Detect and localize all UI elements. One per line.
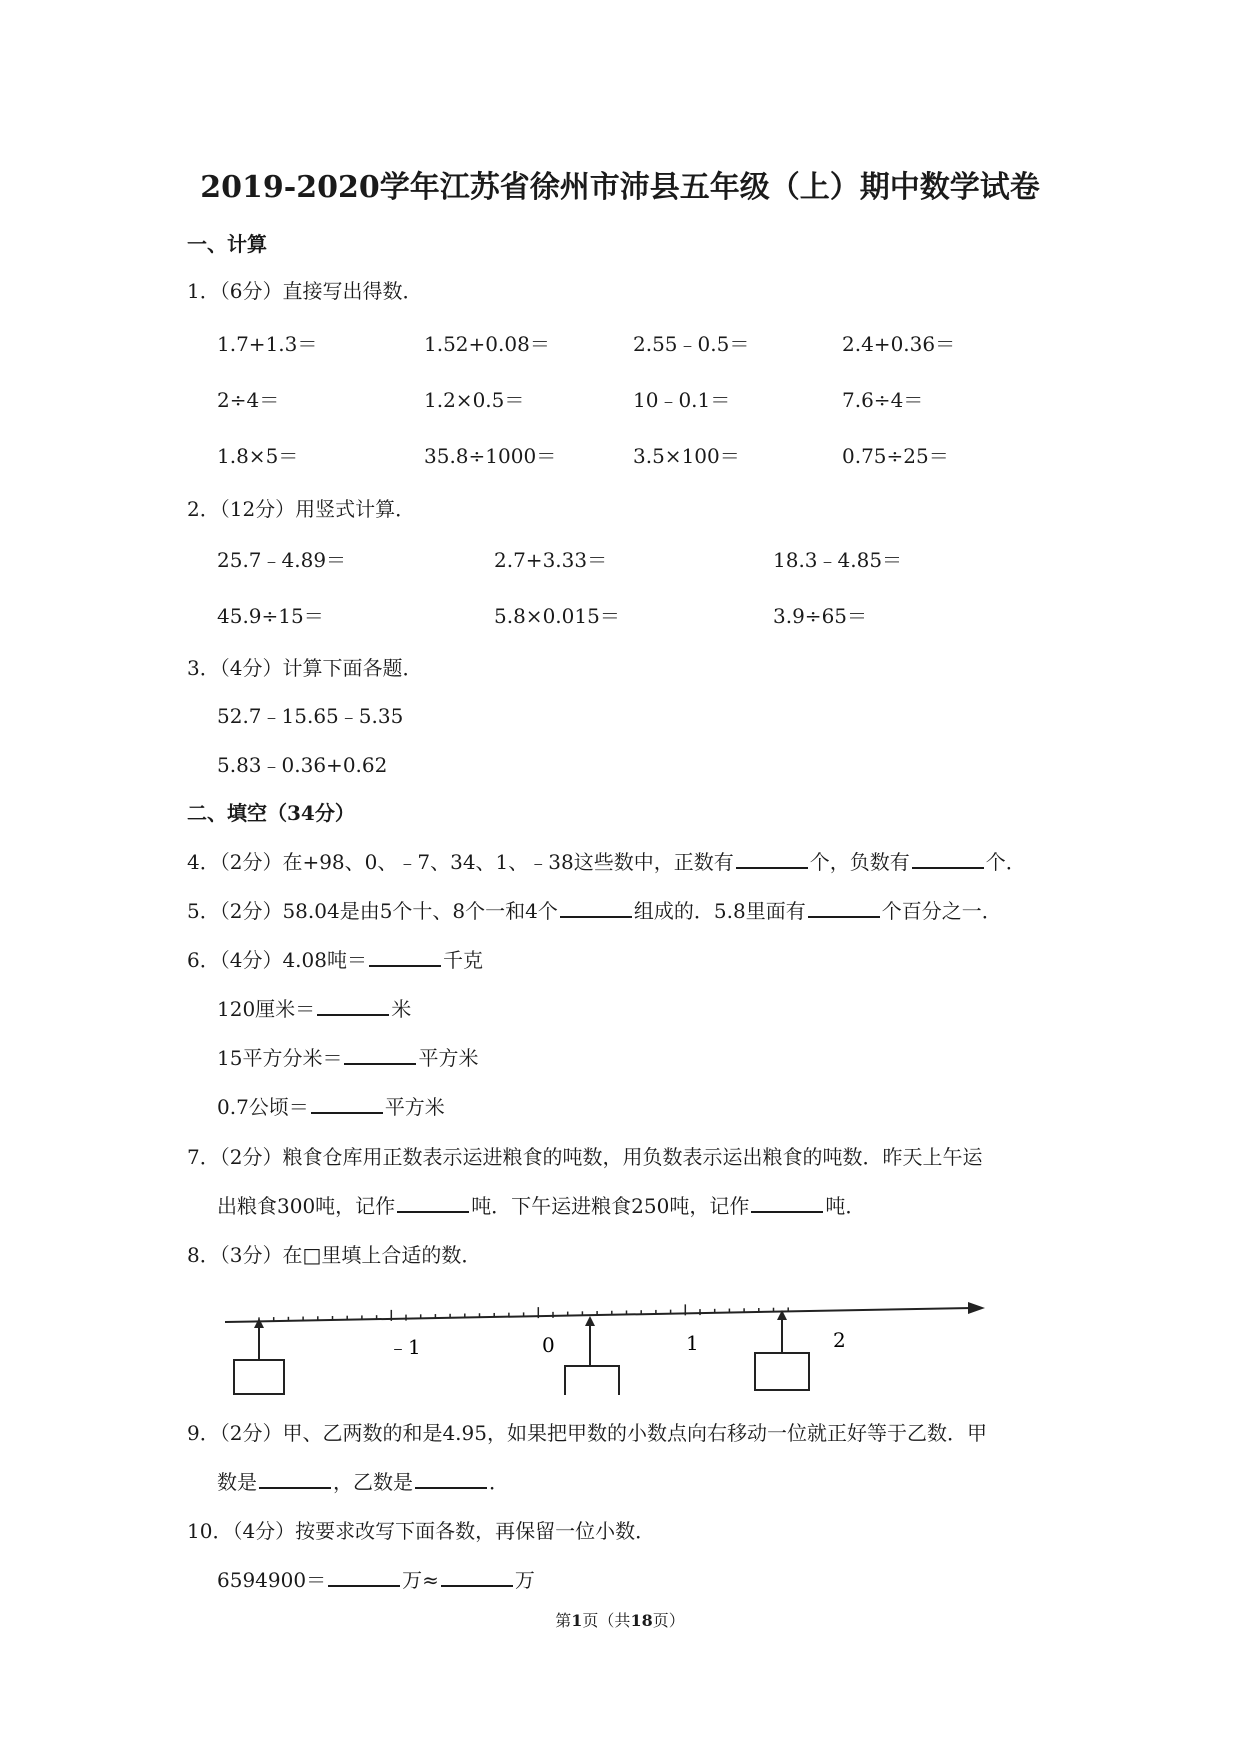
answer-blank[interactable] — [415, 1467, 487, 1489]
question-1-stem: 1．（6分）直接写出得数． — [187, 279, 423, 303]
q4-text: 个，负数有 — [809, 850, 910, 874]
question-7-line-2 — [217, 1190, 865, 1219]
q4-text: 4．（2分）在+98、0、﹣7、34、1、﹣38这些数中，正数有 — [187, 850, 734, 874]
q2-item: 2.7+3.33＝ — [494, 548, 608, 572]
arrow-up-icon — [585, 1316, 595, 1326]
question-5 — [187, 895, 1002, 924]
question-6-line-1 — [187, 944, 483, 973]
q2-item: 3.9÷65＝ — [773, 604, 868, 628]
q7-text: 吨． — [825, 1194, 866, 1218]
number-line-figure — [0, 1280, 1240, 1395]
q5-text: 5．（2分）58.04是由5个十、8个一和4个 — [187, 899, 558, 923]
question-10-line — [217, 1564, 535, 1593]
q3-item: 5.83﹣0.36+0.62 — [217, 753, 388, 777]
q6-text: 15平方分米＝ — [217, 1046, 343, 1070]
answer-blank[interactable] — [397, 1191, 469, 1213]
q6-text: 米 — [391, 997, 412, 1021]
q5-text: 组成的．5.8里面有 — [633, 899, 806, 923]
answer-blank[interactable] — [311, 1092, 383, 1114]
answer-blank[interactable] — [736, 847, 808, 869]
q6-text: 平方米 — [418, 1046, 479, 1070]
question-2-stem: 2．（12分）用竖式计算． — [187, 497, 416, 521]
q1-item: 1.8×5＝ — [217, 444, 299, 468]
q9-text: ，乙数是 — [333, 1470, 413, 1494]
q6-text: 平方米 — [384, 1095, 445, 1119]
answer-blank[interactable] — [317, 994, 389, 1016]
page-footer — [0, 1608, 1240, 1631]
q6-text: 120厘米＝ — [217, 997, 316, 1021]
page-number: 1 — [571, 1611, 583, 1630]
question-9-line-1: 9．（2分）甲、乙两数的和是4.95，如果把甲数的小数点向右移动一位就正好等于乙数．甲 — [187, 1421, 987, 1445]
question-8-stem: 8．（3分）在□里填上合适的数． — [187, 1243, 482, 1267]
q1-item: 2.55﹣0.5＝ — [633, 332, 750, 356]
footer-text: 页（共 — [582, 1611, 631, 1630]
q7-text: 出粮食300吨，记作 — [217, 1194, 396, 1218]
q2-item: 45.9÷15＝ — [217, 604, 324, 628]
q2-item: 5.8×0.015＝ — [494, 604, 620, 628]
answer-blank[interactable] — [259, 1467, 331, 1489]
question-10-stem: 10．（4分）按要求改写下面各数，再保留一位小数． — [187, 1519, 656, 1543]
q6-text: 0.7公顷＝ — [217, 1095, 309, 1119]
answer-blank[interactable] — [328, 1565, 400, 1587]
q1-item: 0.75÷25＝ — [842, 444, 949, 468]
arrow-head-icon — [968, 1302, 985, 1314]
q1-item: 2.4+0.36＝ — [842, 332, 956, 356]
q10-text: 万≈ — [402, 1568, 439, 1592]
q1-item: 1.52+0.08＝ — [424, 332, 550, 356]
question-6-line-2 — [217, 993, 411, 1022]
q1-item: 1.2×0.5＝ — [424, 388, 525, 412]
number-line-axis — [225, 1308, 972, 1322]
page-total: 18 — [630, 1611, 653, 1630]
q1-item: 3.5×100＝ — [633, 444, 740, 468]
q5-text: 个百分之一． — [881, 899, 1002, 923]
q3-item: 52.7﹣15.65﹣5.35 — [217, 704, 404, 728]
answer-blank[interactable] — [344, 1043, 416, 1065]
q7-text: 吨．下午运进粮食250吨，记作 — [471, 1194, 750, 1218]
q10-text: 6594900＝ — [217, 1568, 327, 1592]
q1-item: 10﹣0.1＝ — [633, 388, 731, 412]
question-4 — [187, 846, 1026, 875]
answer-blank[interactable] — [560, 896, 632, 918]
question-7-line-1: 7．（2分）粮食仓库用正数表示运进粮食的吨数，用负数表示运出粮食的吨数．昨天上午运 — [187, 1145, 983, 1169]
answer-blank[interactable] — [369, 945, 441, 967]
answer-box[interactable] — [755, 1353, 809, 1390]
tick-label: 1 — [686, 1331, 699, 1355]
q2-item: 25.7﹣4.89＝ — [217, 548, 347, 572]
q4-text: 个． — [985, 850, 1026, 874]
tick-label: 0 — [542, 1333, 555, 1357]
q1-item: 35.8÷1000＝ — [424, 444, 557, 468]
question-3-stem: 3．（4分）计算下面各题． — [187, 656, 423, 680]
footer-text: 页） — [652, 1611, 685, 1630]
q9-text: 数是 — [217, 1470, 257, 1494]
tick-label: ﹣1 — [388, 1335, 421, 1359]
answer-box[interactable] — [234, 1360, 284, 1394]
q6-text: 千克 — [442, 948, 483, 972]
q6-text: 6．（4分）4.08吨＝ — [187, 948, 367, 972]
q1-item: 7.6÷4＝ — [842, 388, 924, 412]
question-6-line-4 — [217, 1091, 445, 1120]
answer-box[interactable] — [565, 1366, 619, 1395]
footer-text: 第 — [555, 1611, 572, 1630]
q9-text: ． — [489, 1470, 509, 1494]
q1-item: 2÷4＝ — [217, 388, 280, 412]
q10-text: 万 — [514, 1568, 535, 1592]
q1-item: 1.7+1.3＝ — [217, 332, 318, 356]
answer-blank[interactable] — [912, 847, 984, 869]
arrow-up-icon — [254, 1318, 264, 1328]
answer-blank[interactable] — [808, 896, 880, 918]
question-6-line-3 — [217, 1042, 478, 1071]
tick-label: 2 — [833, 1328, 846, 1352]
section-heading-fill: 二、填空（34分） — [187, 801, 355, 825]
question-9-line-2 — [217, 1466, 509, 1495]
answer-blank[interactable] — [751, 1191, 823, 1213]
answer-blank[interactable] — [441, 1565, 513, 1587]
q2-item: 18.3﹣4.85＝ — [773, 548, 903, 572]
page-title: 2019-2020学年江苏省徐州市沛县五年级（上）期中数学试卷 — [200, 170, 1040, 205]
section-heading-calc: 一、计算 — [187, 232, 267, 256]
